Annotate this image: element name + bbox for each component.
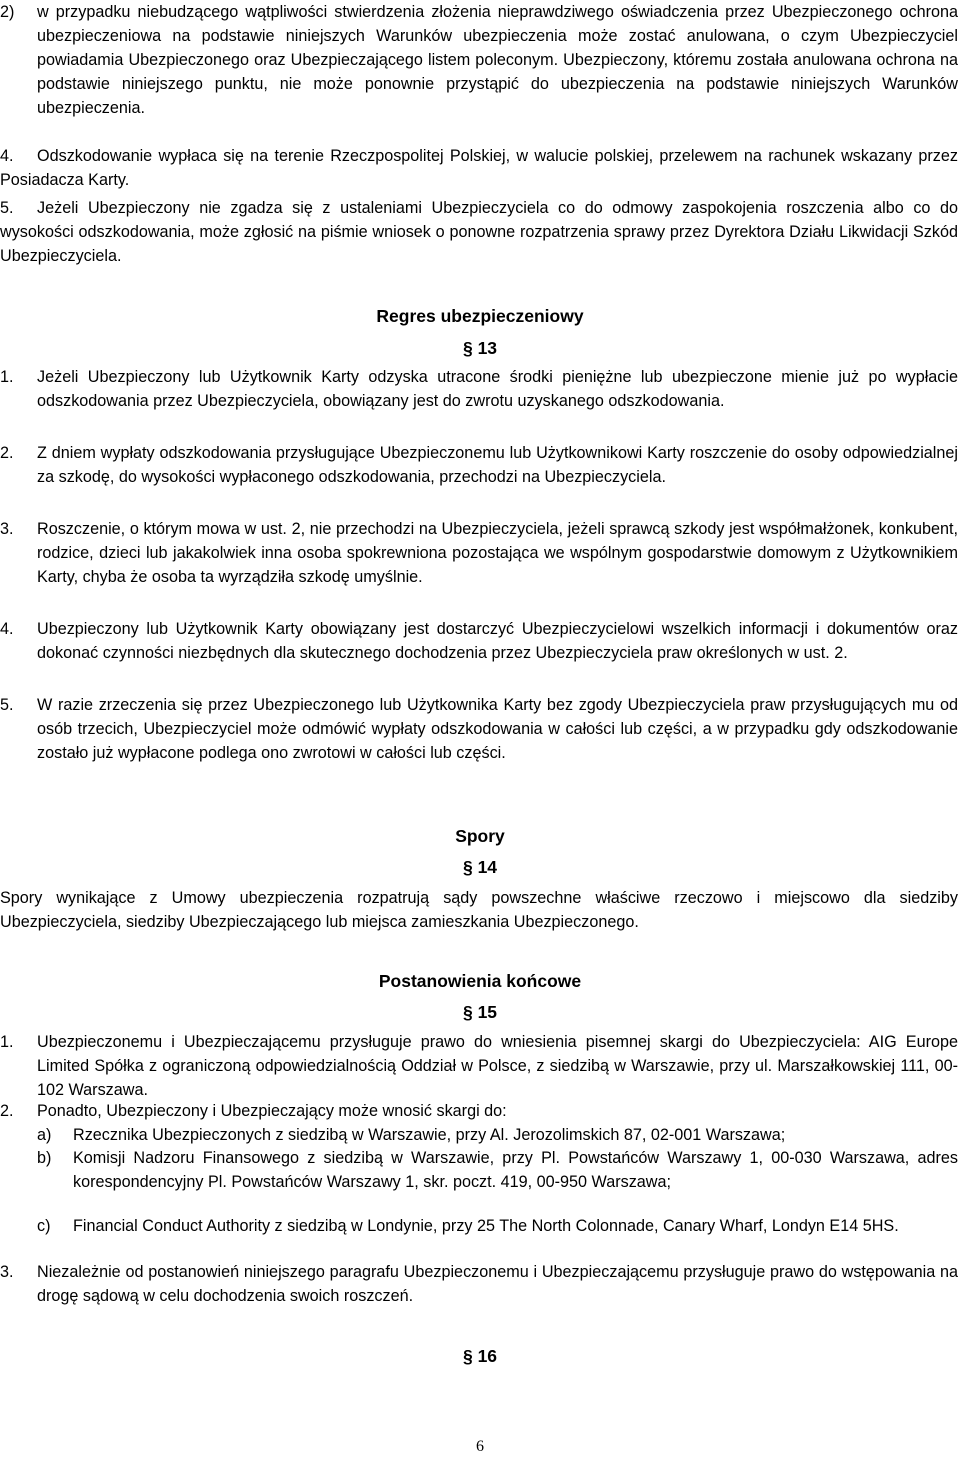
item-number: 2.	[0, 1102, 14, 1120]
item-number: 3.	[0, 520, 14, 538]
section-heading: Regres ubezpieczeniowy	[376, 306, 584, 326]
item-number: 3.	[0, 1263, 14, 1281]
item-text: w przypadku niebudzącego wątpliwości stwierdzenia złożenia nieprawdziwego oświadczenia przez Ubezpieczonego ochrona ubezpieczeniowa na podstawie niniejszych Warunków ubezpieczenia może zostać anulowana, o czym Ubezpieczyciel powiadamia Ubezpieczonego oraz Ubezpieczającego listem poleconym. Ubezpieczony, któremu została anulowana ochrona na podstawie niniejszego punktu, nie może ponownie przystąpić do ubezpieczenia na podstawie niniejszych Warunków ubezpieczenia.	[37, 3, 958, 117]
item-number: 2.	[0, 444, 14, 462]
section-number: § 15	[462, 1002, 498, 1022]
section-number: § 13	[462, 338, 498, 358]
paragraph: Spory wynikające z Umowy ubezpieczenia rozpatrują sądy powszechne właściwe rzeczowo i miejscowo dla siedziby Ubezpieczyciela, siedziby Ubezpieczającego lub miejsca zamieszkania Ubezpieczonego.	[0, 889, 958, 931]
item-number: 4.	[0, 147, 14, 165]
list-item	[0, 517, 958, 589]
item-text: Jeżeli Ubezpieczony lub Użytkownik Karty odzyska utracone środki pieniężne lub ubezpieczone mienie już po wypłacie odszkodowania przez Ubezpieczyciela, obowiązany jest do zwrotu uzyskanego odszkodowania.	[37, 368, 958, 410]
section-heading: Spory	[455, 826, 505, 846]
item-text: Jeżeli Ubezpieczony nie zgadza się z ustaleniami Ubezpieczyciela co do odmowy zaspokojenia roszczenia albo co do wysokości odszkodowania, może zgłosić na piśmie wniosek o ponowne rozpatrzenia sprawy przez Dyrektora Działu Likwidacji Szkód Ubezpieczyciela.	[0, 199, 958, 265]
sub-item-label: c)	[37, 1217, 51, 1235]
item-number: 5.	[0, 199, 14, 217]
sub-list-item	[37, 1123, 958, 1147]
list-item	[0, 1099, 958, 1123]
item-text: Ponadto, Ubezpieczony i Ubezpieczający może wnosić skargi do:	[37, 1102, 507, 1120]
list-item	[0, 365, 958, 413]
item-number: 1.	[0, 368, 14, 386]
item-text: Ubezpieczony lub Użytkownik Karty obowiązany jest dostarczyć Ubezpieczycielowi wszelkich informacji i dokumentów oraz dokonać czynności niezbędnych dla skutecznego dochodzenia przez Ubezpieczyciela praw określonych w ust. 2.	[37, 620, 958, 662]
page-number: 6	[476, 1438, 484, 1455]
sub-item-label: a)	[37, 1126, 52, 1144]
sub-list-item	[37, 1146, 958, 1194]
sub-item-text: Financial Conduct Authority z siedzibą w Londynie, przy 25 The North Colonnade, Canary Wharf, Londyn E14 5HS.	[73, 1217, 899, 1235]
item-number: 2)	[0, 3, 15, 21]
list-item	[0, 617, 958, 665]
list-item	[0, 0, 958, 120]
sub-list-item	[37, 1214, 958, 1238]
section-number: § 14	[462, 857, 498, 877]
item-text: Roszczenie, o którym mowa w ust. 2, nie przechodzi na Ubezpieczyciela, jeżeli sprawcą szkody jest współmałżonek, konkubent, rodzice, dzieci lub jakakolwiek inna osoba spokrewniona pozostająca we wspólnym gospodarstwie domowym z Użytkownikiem Karty, chyba że osoba ta wyrządziła szkodę umyślnie.	[37, 520, 958, 586]
item-text: Odszkodowanie wypłaca się na terenie Rzeczpospolitej Polskiej, w walucie polskiej, przelewem na rachunek wskazany przez Posiadacza Karty.	[0, 147, 958, 189]
section-heading: Postanowienia końcowe	[378, 971, 582, 991]
item-text: Ubezpieczonemu i Ubezpieczającemu przysługuje prawo do wniesienia pisemnej skargi do Ubezpieczyciela: AIG Europe Limited Spółka z ograniczoną odpowiedzialnością Oddział w Polsce, z siedzibą w Warszawie, przy ul. Marszałkowskiej 111, 00-102 Warszawa.	[37, 1033, 958, 1099]
list-item	[0, 1030, 958, 1102]
sub-item-label: b)	[37, 1149, 52, 1167]
item-text: Niezależnie od postanowień niniejszego paragrafu Ubezpieczonemu i Ubezpieczającemu przysługuje prawo do wstępowania na drogę sądową w celu dochodzenia swoich roszczeń.	[37, 1263, 958, 1305]
list-item	[0, 144, 958, 192]
item-number: 1.	[0, 1033, 14, 1051]
item-number: 4.	[0, 620, 14, 638]
list-item	[0, 196, 958, 268]
list-item	[0, 441, 958, 489]
list-item	[0, 1260, 958, 1308]
item-number: 5.	[0, 696, 14, 714]
item-text: W razie zrzeczenia się przez Ubezpieczonego lub Użytkownika Karty bez zgody Ubezpieczyciela praw przysługujących mu od osób trzecich, Ubezpieczyciel może odmówić wypłaty odszkodowania w całości lub części, a w przypadku gdy odszkodowanie zostało już wypłacone podlega ono zwrotowi w całości lub części.	[37, 696, 958, 762]
section-number: § 16	[462, 1346, 498, 1366]
item-text: Z dniem wypłaty odszkodowania przysługujące Ubezpieczonemu lub Użytkownikowi Karty roszczenie do osoby odpowiedzialnej za szkodę, do wysokości wypłaconego odszkodowania, przechodzi na Ubezpieczyciela.	[37, 444, 958, 486]
sub-item-text: Komisji Nadzoru Finansowego z siedzibą w Warszawie, przy Pl. Powstańców Warszawy 1, 00-030 Warszawa, adres korespondencyjny Pl. Powstańców Warszawy 1, skr. poczt. 419, 00-950 Warszawa;	[73, 1149, 958, 1191]
sub-item-text: Rzecznika Ubezpieczonych z siedzibą w Warszawie, przy Al. Jerozolimskich 87, 02-001 Warszawa;	[73, 1126, 786, 1144]
list-item	[0, 693, 958, 765]
